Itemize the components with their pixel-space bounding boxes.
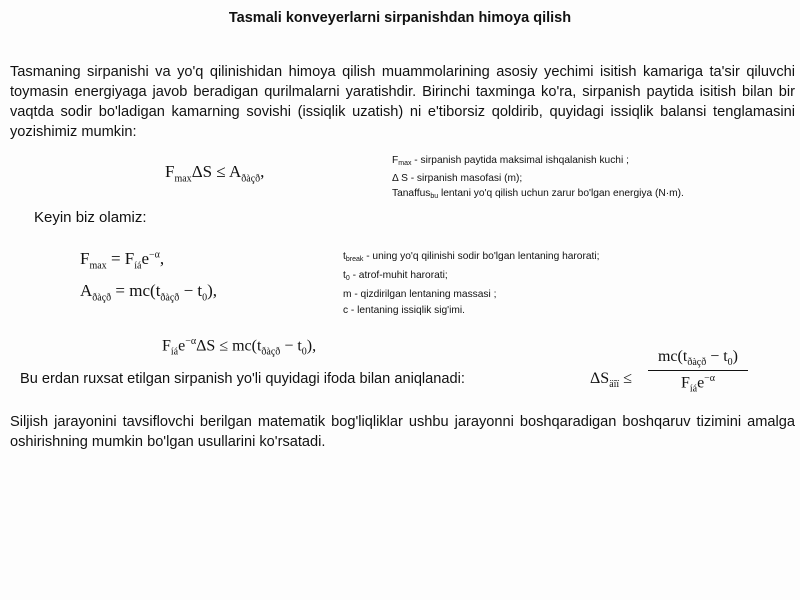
formula-subscript: ðàçð <box>261 346 281 358</box>
formula-superscript: −α <box>149 249 160 261</box>
note-text: - sirpanish paytida maksimal ishqalanish kuchi ; <box>411 155 629 166</box>
formula-part: ), <box>306 337 317 355</box>
formula-part: e <box>141 249 149 268</box>
formula-part: F <box>165 162 175 181</box>
formula-superscript: −α <box>704 373 716 385</box>
formula-part: − t <box>179 281 203 300</box>
formula-part: ) <box>732 348 738 365</box>
note-text: F <box>392 155 399 166</box>
note-line <box>392 153 684 171</box>
formula-notes-1 <box>392 153 684 204</box>
permitted-slip-sentence: Bu erdan ruxsat etilgan sirpanish yo'li quyidagi ifoda bilan aniqlanadi: <box>20 371 465 387</box>
note-subscript: 0 <box>345 275 350 282</box>
note-subscript: break <box>345 256 364 263</box>
note-text: - uning yo'q qilinishi sodir bo'lgan lentaning harorati; <box>363 251 600 262</box>
formula-combined <box>162 336 316 358</box>
formula-permitted-slip-lhs <box>590 370 632 390</box>
formula-part: , <box>159 249 165 268</box>
formula-subscript: äîï <box>609 379 620 391</box>
formula-notes-2 <box>343 249 599 319</box>
formula-part: mc(t <box>657 348 688 365</box>
formula-subscript: íá <box>689 383 698 395</box>
formula-subscript: íá <box>134 260 142 272</box>
formula-superscript: −α <box>185 336 197 347</box>
formula-part: ), <box>207 281 218 300</box>
formula-part: ≤ <box>619 370 632 387</box>
formula-max-force <box>80 249 164 271</box>
formula-part: F <box>680 374 690 392</box>
page-title: Tasmali konveyerlarni sirpanishdan himoya qilish <box>228 10 572 26</box>
formula-energy-balance <box>165 162 264 184</box>
formula-break-energy <box>80 281 217 303</box>
formula-subscript: ðàçð <box>687 357 707 369</box>
formula-subscript: max <box>174 173 192 185</box>
formula-subscript: 0 <box>727 357 733 369</box>
formula-part: A <box>80 281 93 300</box>
note-text: t <box>343 251 346 262</box>
note-line <box>392 186 684 204</box>
formula-part: F <box>162 337 171 355</box>
formula-part: e <box>697 374 705 392</box>
note-line: c - lentaning issiqlik sig'imi. <box>343 305 465 316</box>
formula-permitted-slip-fraction <box>648 348 748 395</box>
formula-subscript: max <box>89 260 107 272</box>
formula-subscript: íá <box>170 346 179 358</box>
formula-part: = mc(t <box>111 281 161 300</box>
formula-part: e <box>178 337 186 355</box>
formula-subscript: ðàçð <box>160 292 180 304</box>
formula-part: , <box>260 162 265 181</box>
fraction-numerator <box>648 348 748 371</box>
formula-part: − t <box>706 348 728 365</box>
fraction-denominator <box>648 371 748 395</box>
formula-subscript: 0 <box>301 346 307 358</box>
formula-part: ΔS <box>590 370 610 387</box>
keyin-label: Keyin biz olamiz: <box>34 209 147 226</box>
conclusion-paragraph: Siljish jarayonini tavsiflovchi berilgan matematik bog'liqliklar ushbu jarayonni boshqaradigan boshqaruv tizimini amalga oshirishning mumkin bo'lgan usullarini ko'rsatadi. <box>10 414 795 450</box>
note-text: Tanaffus <box>392 188 431 199</box>
note-line: m - qizdirilgan lentaning massasi ; <box>343 289 497 300</box>
note-line <box>343 268 599 287</box>
formula-part: ΔS ≤ A <box>191 162 242 181</box>
note-text: - atrof-muhit harorati; <box>349 270 448 281</box>
formula-part: F <box>80 249 90 268</box>
note-text: lentani yo'q qilish uchun zarur bo'lgan energiya (N·m). <box>438 188 684 199</box>
formula-subscript: ðàçð <box>241 173 261 185</box>
formula-subscript: 0 <box>202 292 208 304</box>
formula-part: = F <box>106 249 135 268</box>
note-subscript: bu <box>430 193 439 200</box>
intro-paragraph: Tasmaning sirpanishi va yo'q qilinishidan himoya qilish muammolarining asosiy yechimi isitish kamariga ta'sir qiluvchi toymasin energiyaga javob beradigan qurilmalarni yaratishdir. Birinchi taxminga ko'ra, sirpanish paytida isitish bilan bir vaqtda sodir bo'ladigan kamarning sovishi (issiqlik uzatish) ni e'tiborsiz qoldirib, quyidagi issiqlik balansi tenglamasini yozishimiz mumkin: <box>10 64 795 140</box>
formula-part: ΔS ≤ mc(t <box>196 337 262 355</box>
formula-subscript: ðàçð <box>92 292 112 304</box>
formula-part: − t <box>280 337 302 355</box>
note-line <box>343 249 599 268</box>
note-line: Δ S - sirpanish masofasi (m); <box>392 173 523 184</box>
note-text: t <box>343 270 346 281</box>
note-subscript: max <box>398 160 412 167</box>
